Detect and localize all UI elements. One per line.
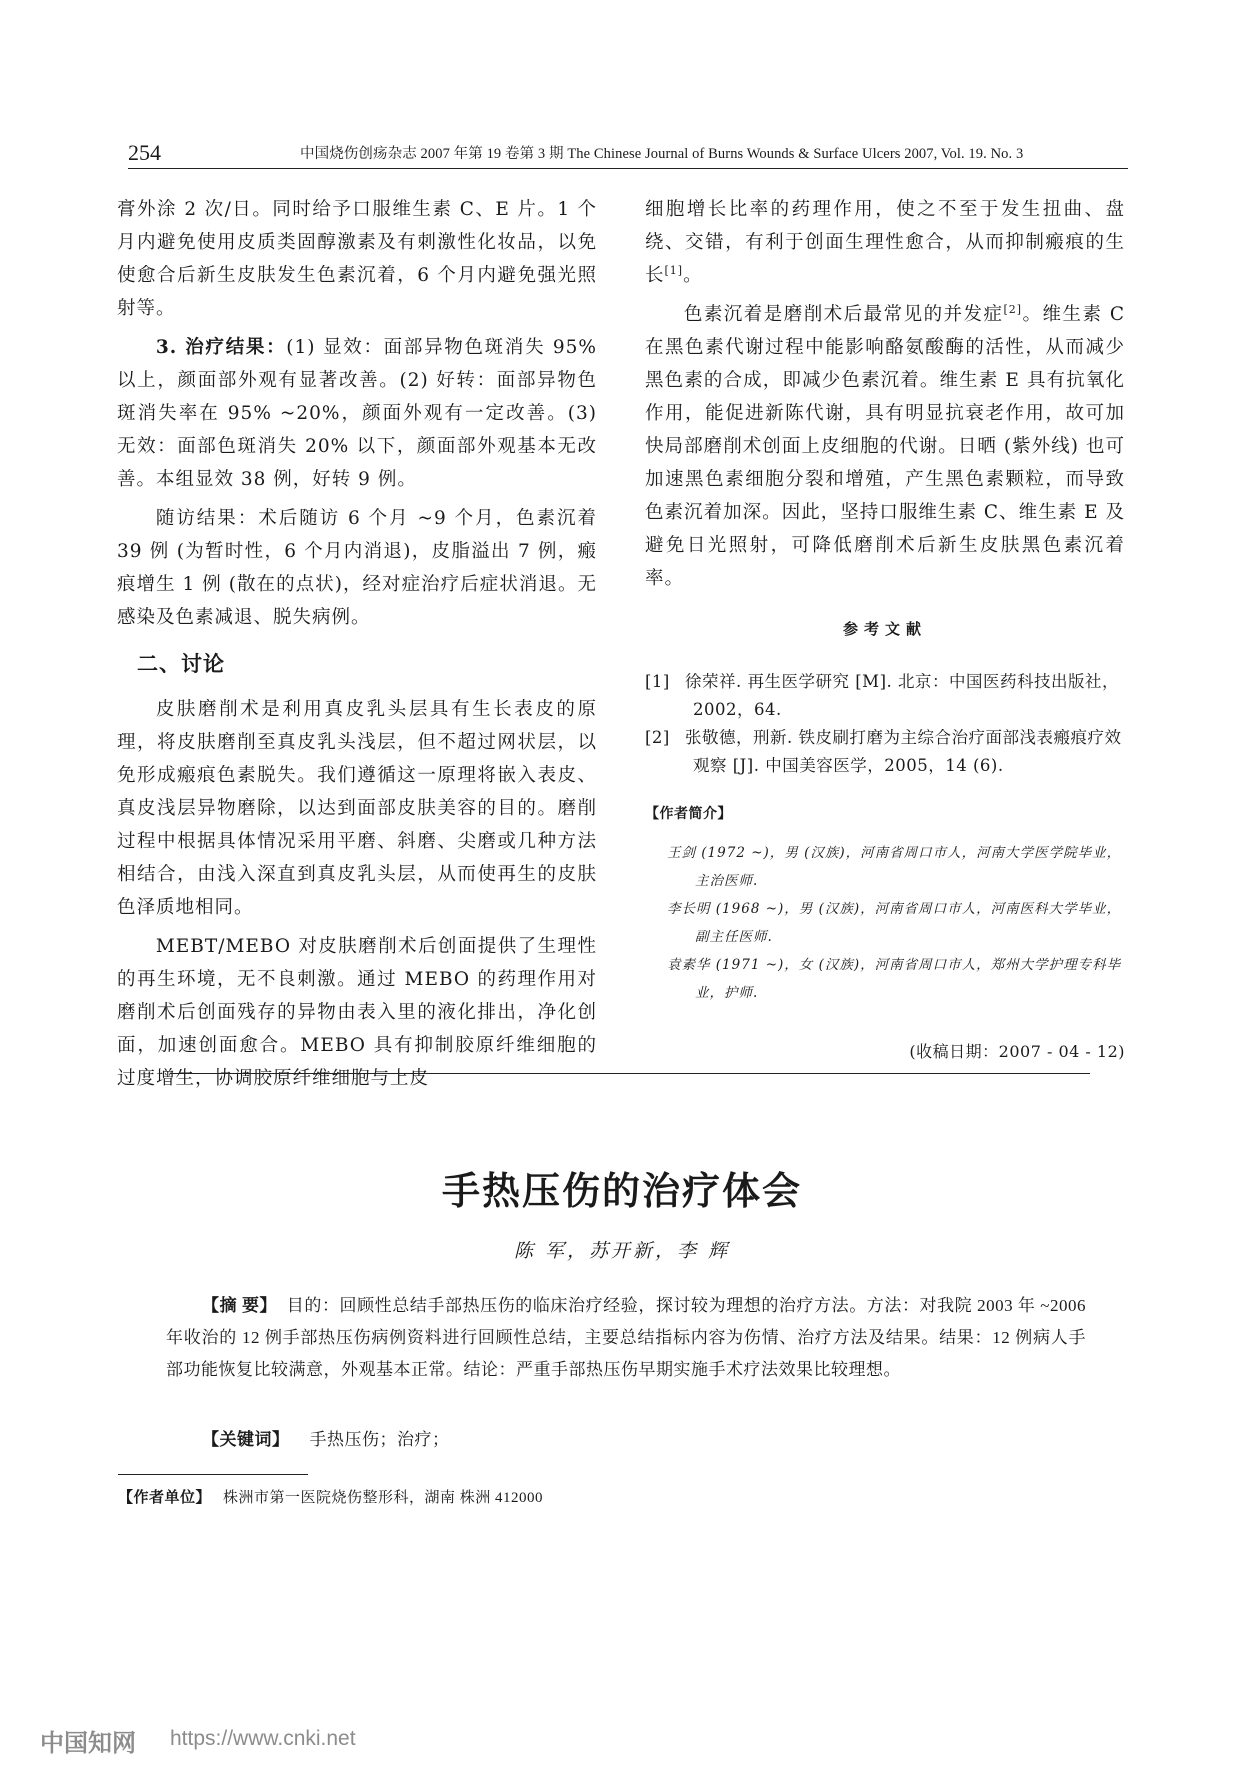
reference-text: 张敬德，刑新. 铁皮刷打磨为主综合治疗面部浅表瘢痕疗效观察 [J]. 中国美容医学，2005，14 (6). [685,728,1122,775]
keywords-text: 手热压伤；治疗； [309,1430,450,1449]
author-bio: 李长明 (1968 ~)，男 (汉族)，河南省周口市人，河南医科大学毕业，副主任医师. [667,901,1122,945]
affiliation-text: 株洲市第一医院烧伤整形科，湖南 株洲 412000 [223,1490,544,1506]
left-paragraph-1: 膏外涂 2 次/日。同时给予口服维生素 C、E 片。1 个月内避免使用皮质类固醇激素及有刺激性化妆品，以免使愈合后新生皮肤发生色素沉着，6 个月内避免强光照射等。 [117,199,597,319]
pigmentation-text-a: 色素沉着是磨削术后最常见的并发症 [683,304,1004,325]
footnote-rule [118,1474,308,1475]
reference-item [645,668,1125,724]
cnki-watermark-url[interactable]: https://www.cnki.net [170,1727,356,1750]
abstract [166,1290,1086,1386]
received-date: (收稿日期：2007 - 04 - 12) [909,1042,1125,1061]
abstract-label: 【摘 要】 [202,1296,278,1315]
right-paragraph-1-end: 。 [683,265,703,286]
abstract-text: 目的：回顾性总结手部热压伤的临床治疗经验，探讨较为理想的治疗方法。方法：对我院 2003 年 ~2006 年收治的 12 例手部热压伤病例资料进行回顾性总结，主要总结指标内容为伤情、治疗方法及结果。结果：12 例病人手部功能恢复比较满意，外观基本正常。结论：严重手部热压伤早期实施手术疗法效果比较理想。 [166,1296,1087,1379]
abstract-paragraph [166,1290,1086,1386]
discussion-paragraph-2: MEBT/MEBO 对皮肤磨削术后创面提供了生理性的再生环境，无不良刺激。通过 MEBO 的药理作用对磨削术后创面残存的异物由表入里的液化排出，净化创面，加速创面愈合。MEBO 具有抑制胶原纤维细胞的过度增生，协调胶原纤维细胞与上皮 [117,936,597,1089]
discussion-paragraph-1: 皮肤磨削术是利用真皮乳头层具有生长表皮的原理，将皮肤磨削至真皮乳头浅层，但不超过网状层，以免形成瘢痕色素脱失。我们遵循这一原理将嵌入表皮、真皮浅层异物磨除，以达到面部皮肤美容的目的。磨削过程中根据具体情况采用平磨、斜磨、尖磨或几种方法相结合，由浅入深直到真皮乳头层，从而使再生的皮肤色泽质地相同。 [117,699,597,918]
affiliation-label: 【作者单位】 [118,1490,212,1506]
keywords [202,1425,450,1450]
article-authors: 陈 军，苏开新，李 辉 [513,1240,731,1262]
citation-1: [1] [664,263,684,277]
treatment-results-paragraph [117,331,597,496]
pigmentation-text-b: 。维生素 C 在黑色素代谢过程中能影响酪氨酸酶的活性，从而减少黑色素的合成，即减少色素沉着。维生素 E 具有抗氧化作用，能促进新陈代谢，具有明显抗衰老作用，故可加快局部磨削术创面上皮细胞的代谢。日晒 (紫外线) 也可加速黑色素细胞分裂和增殖，产生黑色素颗粒，而导致色素沉着加深。因此，坚持口服维生素 C、维生素 E 及避免日光照射，可降低磨削术后新生皮肤黑色素沉着率。 [645,304,1125,589]
reference-number: [1] [645,672,670,691]
pigmentation-paragraph [645,298,1125,595]
author-bio-heading: 【作者简介】 [645,806,732,822]
left-column [117,193,597,1095]
references-heading: 参考文献 [842,620,927,638]
author-bio: 王剑 (1972 ~)，男 (汉族)，河南省周口市人，河南大学医学院毕业，主治医师. [667,845,1122,889]
author-bio: 袁素华 (1971 ~)，女 (汉族)，河南省周口市人，郑州大学护理专科毕业，护师. [667,957,1122,1001]
citation-2: [2] [1003,302,1023,316]
treatment-results-text: (1) 显效：面部异物色斑消失 95% 以上，颜面部外观有显著改善。(2) 好转：面部异物色斑消失率在 95% ~20%，颜面外观有一定改善。(3) 无效：面部色斑消失 20% 以下，颜面部外观基本无改善。本组显效 38 例，好转 9 例。 [117,337,597,490]
cnki-watermark-logo: 中国知网 [40,1729,136,1757]
keywords-label: 【关键词】 [202,1430,290,1449]
running-header: 中国烧伤创疡杂志 2007 年第 19 卷第 3 期 The Chinese Journal of Burns Wounds & Surface Ulcers 2007, Vol. 19. No. 3 [300,146,1024,162]
page-number: 254 [128,140,161,165]
right-paragraph-1 [645,193,1125,292]
follow-up-paragraph: 随访结果：术后随访 6 个月 ~9 个月，色素沉着 39 例 (为暂时性，6 个月内消退)，皮脂溢出 7 例，瘢痕增生 1 例 (散在的点状)，经对症治疗后症状消退。无感染及色素减退、脱失病例。 [117,508,597,628]
discussion-heading: 二、讨论 [137,652,225,676]
right-paragraph-1-text: 细胞增长比率的药理作用，使之不至于发生扭曲、盘绕、交错，有利于创面生理性愈合，从而抑制瘢痕的生长 [645,199,1125,286]
author-affiliation [118,1486,543,1507]
reference-item [645,724,1125,780]
reference-number: [2] [645,728,670,747]
reference-text: 徐荣祥. 再生医学研究 [M]. 北京：中国医药科技出版社，2002，64. [685,672,1119,719]
article-divider [170,1073,1090,1074]
treatment-results-label: 3. 治疗结果： [155,337,287,358]
right-column [645,193,1125,1068]
article-title: 手热压伤的治疗体会 [441,1169,802,1213]
header-rule [128,168,1128,169]
